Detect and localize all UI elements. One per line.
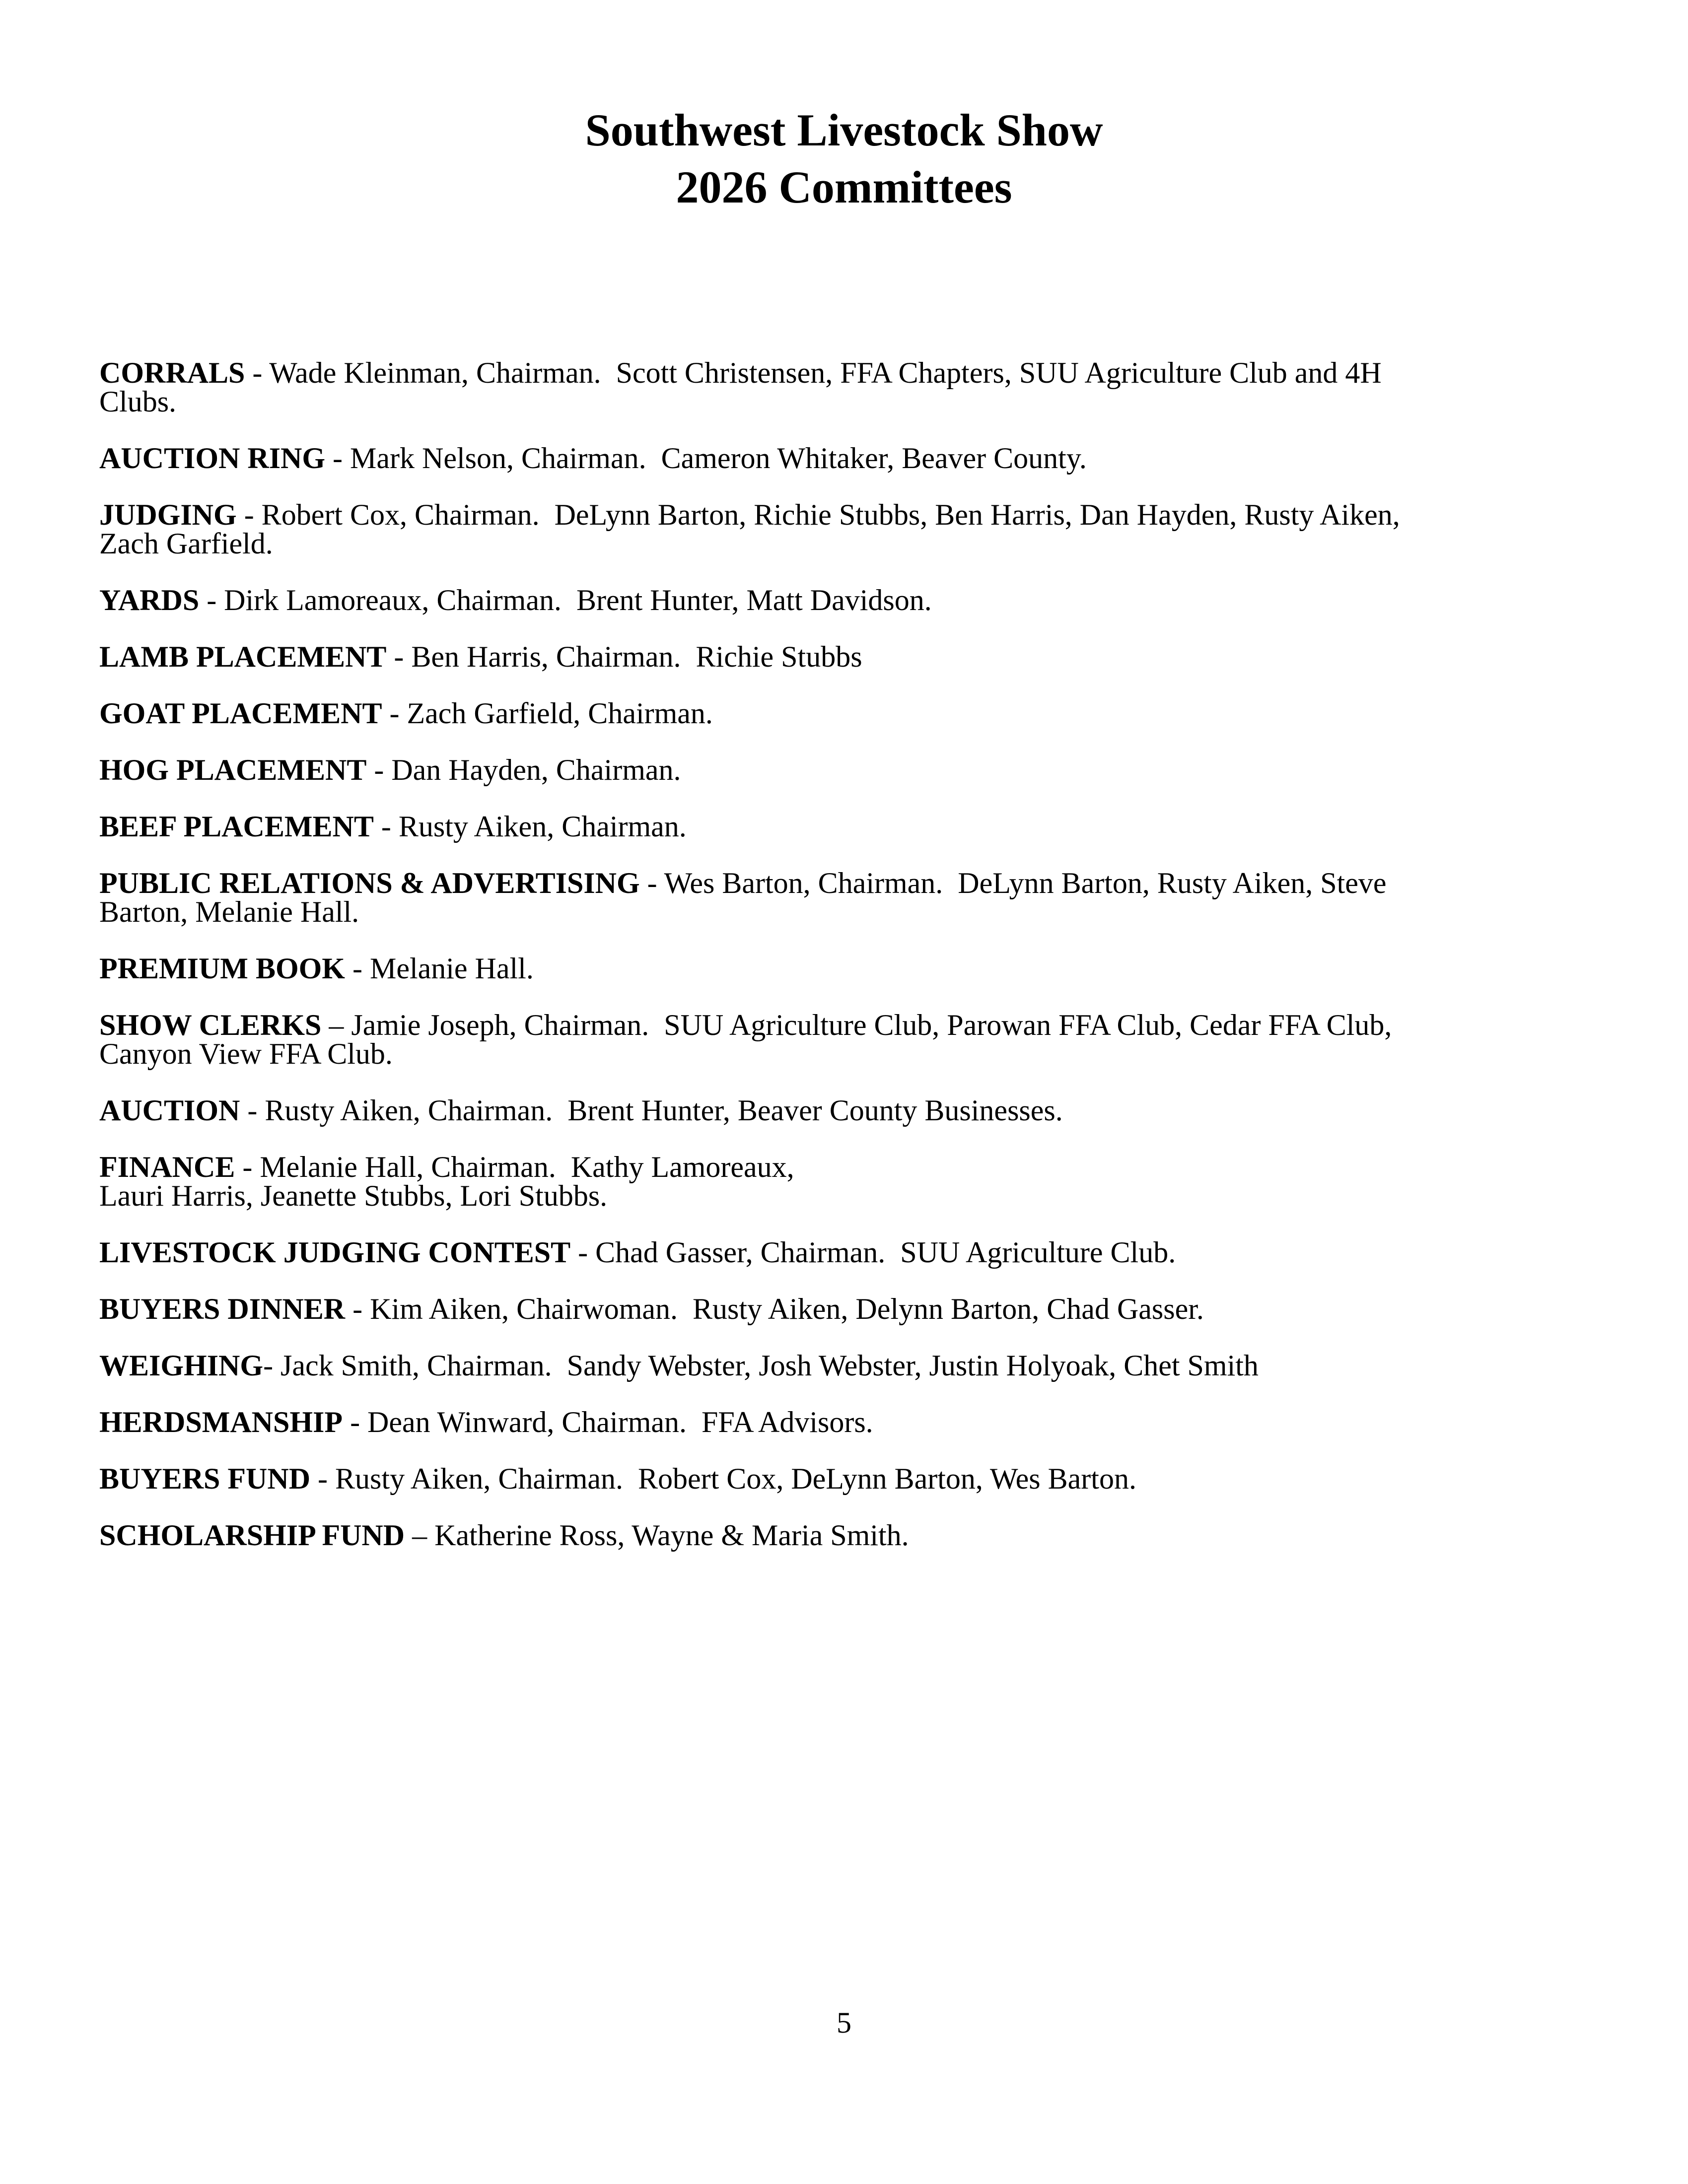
committee-members: Zach Garfield, Chairman. [407,697,713,730]
committee-entry [99,358,1589,416]
page-number: 5 [837,2006,851,2039]
committee-members: Katherine Ross, Wayne & Maria Smith. [434,1519,909,1552]
committee-members-continued: Lauri Harris, Jeanette Stubbs, Lori Stubbs. [99,1179,608,1212]
document-subtitle: 2026 Committees [676,162,1012,212]
committee-entry [99,755,1589,784]
committee-members: Rusty Aiken, Chairman. Brent Hunter, Beaver County Businesses. [265,1094,1063,1127]
committee-name: BUYERS FUND [99,1462,311,1495]
committee-separator: – [321,1009,352,1041]
committee-entry [99,500,1589,558]
committee-members: Wes Barton, Chairman. DeLynn Barton, Rusty Aiken, Steve [664,867,1387,899]
committee-entry [99,1521,1589,1550]
committee-members: Jamie Joseph, Chairman. SUU Agriculture Club, Parowan FFA Club, Cedar FFA Club, [351,1009,1392,1041]
committee-entry [99,812,1589,841]
committee-separator: - [325,442,351,475]
committee-entry [99,1238,1589,1267]
committee-name: YARDS [99,584,200,616]
committee-members: Robert Cox, Chairman. DeLynn Barton, Richie Stubbs, Ben Harris, Dan Hayden, Rusty Aiken, [261,498,1400,531]
committee-entry [99,642,1589,671]
committee-members-continued: Canyon View FFA Club. [99,1037,393,1070]
committee-entry [99,869,1589,926]
committee-separator: - [245,356,270,389]
committee-name: HERDSMANSHIP [99,1406,343,1438]
committee-name: LIVESTOCK JUDGING CONTEST [99,1236,571,1269]
document-header [0,102,1688,216]
committee-separator: - [235,1151,260,1183]
committee-name: FINANCE [99,1151,235,1183]
committee-separator: - [310,1462,336,1495]
committee-separator: - [345,952,370,985]
committee-name: BUYERS DINNER [99,1293,346,1325]
committee-members: Ben Harris, Chairman. Richie Stubbs [411,640,862,673]
committee-name: AUCTION [99,1094,240,1127]
committee-entry [99,699,1589,728]
committee-members-continued: Barton, Melanie Hall. [99,895,359,928]
committee-entry [99,1096,1589,1125]
committee-name: CORRALS [99,356,245,389]
committee-entry [99,1351,1589,1380]
committee-separator: – [405,1519,435,1552]
committee-list [99,358,1589,1577]
committee-members: Kim Aiken, Chairwoman. Rusty Aiken, Delynn Barton, Chad Gasser. [370,1293,1204,1325]
committee-separator: - [240,1094,265,1127]
committee-members: Mark Nelson, Chairman. Cameron Whitaker, Beaver County. [350,442,1087,475]
committee-separator: - [570,1236,596,1269]
committee-name: HOG PLACEMENT [99,753,367,786]
committee-separator: - [386,640,412,673]
committee-name: GOAT PLACEMENT [99,697,382,730]
committee-name: BEEF PLACEMENT [99,810,374,843]
committee-separator: - [373,810,399,843]
committee-separator: - [199,584,224,616]
committee-entry [99,1295,1589,1323]
committee-separator: - [236,498,262,531]
committee-members: Wade Kleinman, Chairman. Scott Christensen, FFA Chapters, SUU Agriculture Club and 4H [269,356,1382,389]
committee-members: Dan Hayden, Chairman. [391,753,681,786]
committee-members-continued: Zach Garfield. [99,527,273,560]
committee-name: JUDGING [99,498,237,531]
committee-entry [99,444,1589,473]
committee-separator: - [382,697,407,730]
committee-separator: - [345,1293,370,1325]
committee-separator: - [263,1349,281,1382]
committee-entry [99,1011,1589,1068]
committee-members: Chad Gasser, Chairman. SUU Agriculture Club. [595,1236,1176,1269]
committee-members: Dirk Lamoreaux, Chairman. Brent Hunter, Matt Davidson. [224,584,932,616]
document-title: Southwest Livestock Show [585,105,1103,155]
committee-separator: - [639,867,664,899]
committee-name: SCHOLARSHIP FUND [99,1519,405,1552]
committee-name: PUBLIC RELATIONS & ADVERTISING [99,867,640,899]
committee-members: Rusty Aiken, Chairman. Robert Cox, DeLynn Barton, Wes Barton. [335,1462,1136,1495]
committee-members: Jack Smith, Chairman. Sandy Webster, Josh Webster, Justin Holyoak, Chet Smith [281,1349,1259,1382]
committee-members: Melanie Hall, Chairman. Kathy Lamoreaux, [260,1151,794,1183]
committee-name: AUCTION RING [99,442,326,475]
committee-entry [99,954,1589,983]
committee-members-continued: Clubs. [99,385,177,418]
committee-name: LAMB PLACEMENT [99,640,387,673]
committee-entry [99,1408,1589,1436]
committee-members: Rusty Aiken, Chairman. [398,810,687,843]
committee-entry [99,1153,1589,1210]
committee-members: Melanie Hall. [369,952,534,985]
committee-name: SHOW CLERKS [99,1009,322,1041]
committee-members: Dean Winward, Chairman. FFA Advisors. [367,1406,873,1438]
committee-name: WEIGHING [99,1349,264,1382]
committee-separator: - [366,753,392,786]
committee-separator: - [343,1406,368,1438]
committee-entry [99,586,1589,614]
committee-entry [99,1464,1589,1493]
committee-name: PREMIUM BOOK [99,952,345,985]
